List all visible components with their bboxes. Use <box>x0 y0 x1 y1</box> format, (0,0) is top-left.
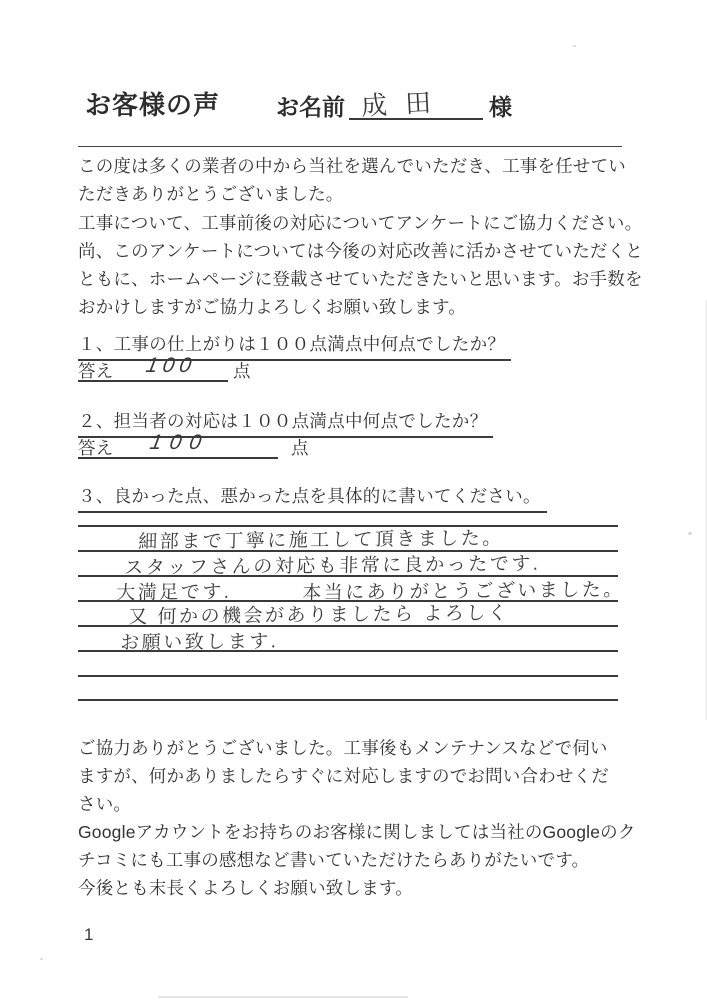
request-line: 工事について、工事前後の対応についてアンケートにご協力ください。 <box>78 213 643 233</box>
question-2-label: ２、担当者の対応は１００点満点中何点でしたか？ <box>78 408 493 438</box>
answer-2-unit: 点 <box>291 438 309 458</box>
request-line: ともに、ホームページに登載させていただきたいと思います。お手数を <box>78 269 643 289</box>
greeting-line: ただきありがとうございました。 <box>78 184 344 204</box>
question-3-label: ３、良かった点、悪かった点を具体的に書いてください。 <box>78 483 547 513</box>
question-1-label: １、工事の仕上がりは１００点満点中何点でしたか？ <box>78 331 511 361</box>
answer-2-label: 答え <box>78 438 114 458</box>
comment-ruled-line <box>78 699 618 701</box>
closing-line: Googleアカウントをお持ちのお客様に関しましては当社のGoogleのク <box>78 822 636 842</box>
closing-line: さい。 <box>78 794 132 814</box>
header-separator-line <box>78 146 622 147</box>
closing-line: ご協力ありがとうございました。工事後もメンテナンスなどで伺い <box>78 738 608 758</box>
closing-line: 今後とも末長くよろしくお願い致します。 <box>78 878 413 898</box>
request-line: 尚、このアンケートについては今後の対応改善に活かさせていただくと <box>78 241 643 261</box>
closing-line: ますが、何かありましたらすぐに対応しますのでお問い合わせくだ <box>78 766 609 786</box>
answer-2-value-handwritten: 100 <box>148 431 212 454</box>
name-value-handwritten: 成田 <box>360 86 450 122</box>
answer-1-label: 答え <box>78 361 114 381</box>
scan-edge-shadow <box>158 996 408 998</box>
scan-speck <box>688 532 692 535</box>
answer-1-unit: 点 <box>233 361 251 381</box>
comment-ruled-line <box>78 675 618 677</box>
handwritten-comment: 大満足です. <box>116 581 232 604</box>
request-line: おかけしますがご協力よろしくお願い致します。 <box>78 297 466 317</box>
answer-2-underline <box>78 457 278 459</box>
name-suffix: 様 <box>489 94 512 120</box>
greeting-line: この度は多くの業者の中から当社を選んでいただき、工事を任せてい <box>78 156 626 176</box>
name-label: お名前 <box>276 94 345 120</box>
page-title: お客様の声 <box>85 90 221 120</box>
handwritten-comment: お願い致します. <box>120 631 279 654</box>
scan-speck <box>40 958 43 960</box>
answer-1-value-handwritten: 100 <box>144 354 199 377</box>
handwritten-comment: 又 何かの機会がありましたら よろしく <box>128 603 510 628</box>
closing-line: チコミにも工事の感想など書いていただけたらありがたいです。 <box>78 850 590 870</box>
handwritten-comment: 本当にありがとうございました。 <box>302 579 626 604</box>
scan-speck <box>573 45 576 47</box>
answer-1-underline <box>78 380 228 382</box>
handwritten-comment: スタッフさんの対応も非常に良かったです. <box>124 553 541 579</box>
handwritten-comment: 細部まで丁寧に施工して頂きました。 <box>138 528 505 553</box>
page-number: 1 <box>84 925 94 944</box>
